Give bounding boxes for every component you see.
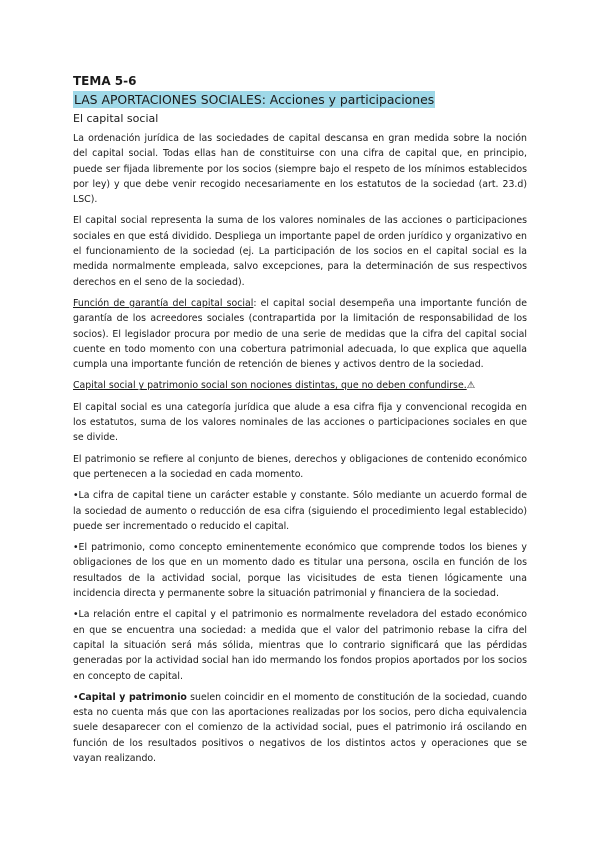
guarantee-function-text: : el capital social desempeña una importante función de garantía de los acreedores sociales (contrapartida por la limitación de responsabilidad de los socios). El legislador procura por medio de una serie de medidas que la cifra del capital social cuente en todo momento con una cobertura patrimonial adecuada, lo que explica que aquella cumpla una importante función de retención de bienes y activos dentro de la sociedad. [73,297,527,371]
paragraph-capital-category: El capital social es una categoría jurídica que alude a esa cifra fija y convencional recogida en los estatutos, suma de los valores nominales de las acciones o participaciones sociales en que se divide. [73,401,527,444]
paragraph-guarantee-function [73,296,527,372]
section-subtitle: El capital social [73,112,159,125]
document-body [73,73,527,772]
bullet-marker: • [73,691,79,703]
bullet-capital-patrimonio-coincide [73,690,527,766]
paragraph-capital-intro: La ordenación jurídica de las sociedades de capital descansa en gran medida sobre la noción del capital social. Todas ellas han de constituirse con una cifra de capital que, en principio, puede ser fijada libremente por los socios (siempre bajo el respeto de los mínimos establecidos por ley) y que debe venir recogido necesariamente en los estatutos de la sociedad (art. 23.d) LSC). [73,133,527,206]
paragraph-distinction-heading [73,378,527,393]
distinction-heading-text: Capital social y patrimonio social son nociones distintas, que no deben confundirse. [73,380,467,392]
guarantee-function-heading: Función de garantía del capital social [73,297,254,309]
bullet-capital-stable: •La cifra de capital tiene un carácter estable y constante. Sólo mediante un acuerdo formal de la sociedad de aumento o reducción de esa cifra (siguiendo el procedimiento legal establecido) puede ser incrementado o reducido el capital. [73,490,527,532]
paragraph-capital-definition: El capital social representa la suma de los valores nominales de las acciones o participaciones sociales en que está dividido. Despliega un importante papel de orden jurídico y organizativo en el funcionamiento de la sociedad (ej. La participación de los socios en el capital social es la medida normalmente empleada, salvo excepciones, para la determinación de sus respectivos derechos en el seno de la sociedad). [73,215,527,288]
bold-lead-text: Capital y patrimonio [78,691,187,703]
topic-number: TEMA 5-6 [73,74,137,88]
section-title: LAS APORTACIONES SOCIALES: Acciones y participaciones [74,92,435,107]
bullet-text: suelen coincidir en el momento de constitución de la sociedad, cuando esta no cuenta más que con las aportaciones realizadas por los socios, pero dicha equivalencia suele desaparecer con el comienzo de la actividad social, pues el patrimonio irá oscilando en función de los resultados positivos o negativos de los distintos actos y operaciones que se vayan realizando. [73,691,527,764]
bullet-capital-patrimonio-relation: •La relación entre el capital y el patrimonio es normalmente reveladora del estado económico en que se encuentra una sociedad: a medida que el valor del patrimonio rebase la cifra del capital la situación será más sólida, mientras que lo contrario significará que las pérdidas generadas por la actividad social han ido mermando los fondos propios aportados por los socios en concepto de capital. [73,609,527,682]
warning-icon: ⚠ [466,380,476,392]
bullet-patrimonio-oscillates: •El patrimonio, como concepto eminentemente económico que comprende todos los bienes y obligaciones de los que en un momento dado es titular una persona, oscila en función de los resultados de la actividad social, porque las vicisitudes de esta tienen lógicamente una incidencia directa y permanente sobre la situación patrimonial y financiera de la sociedad. [73,542,527,600]
paragraph-patrimonio-definition: El patrimonio se refiere al conjunto de bienes, derechos y obligaciones de contenido económico que pertenecen a la sociedad en cada momento. [73,453,527,480]
